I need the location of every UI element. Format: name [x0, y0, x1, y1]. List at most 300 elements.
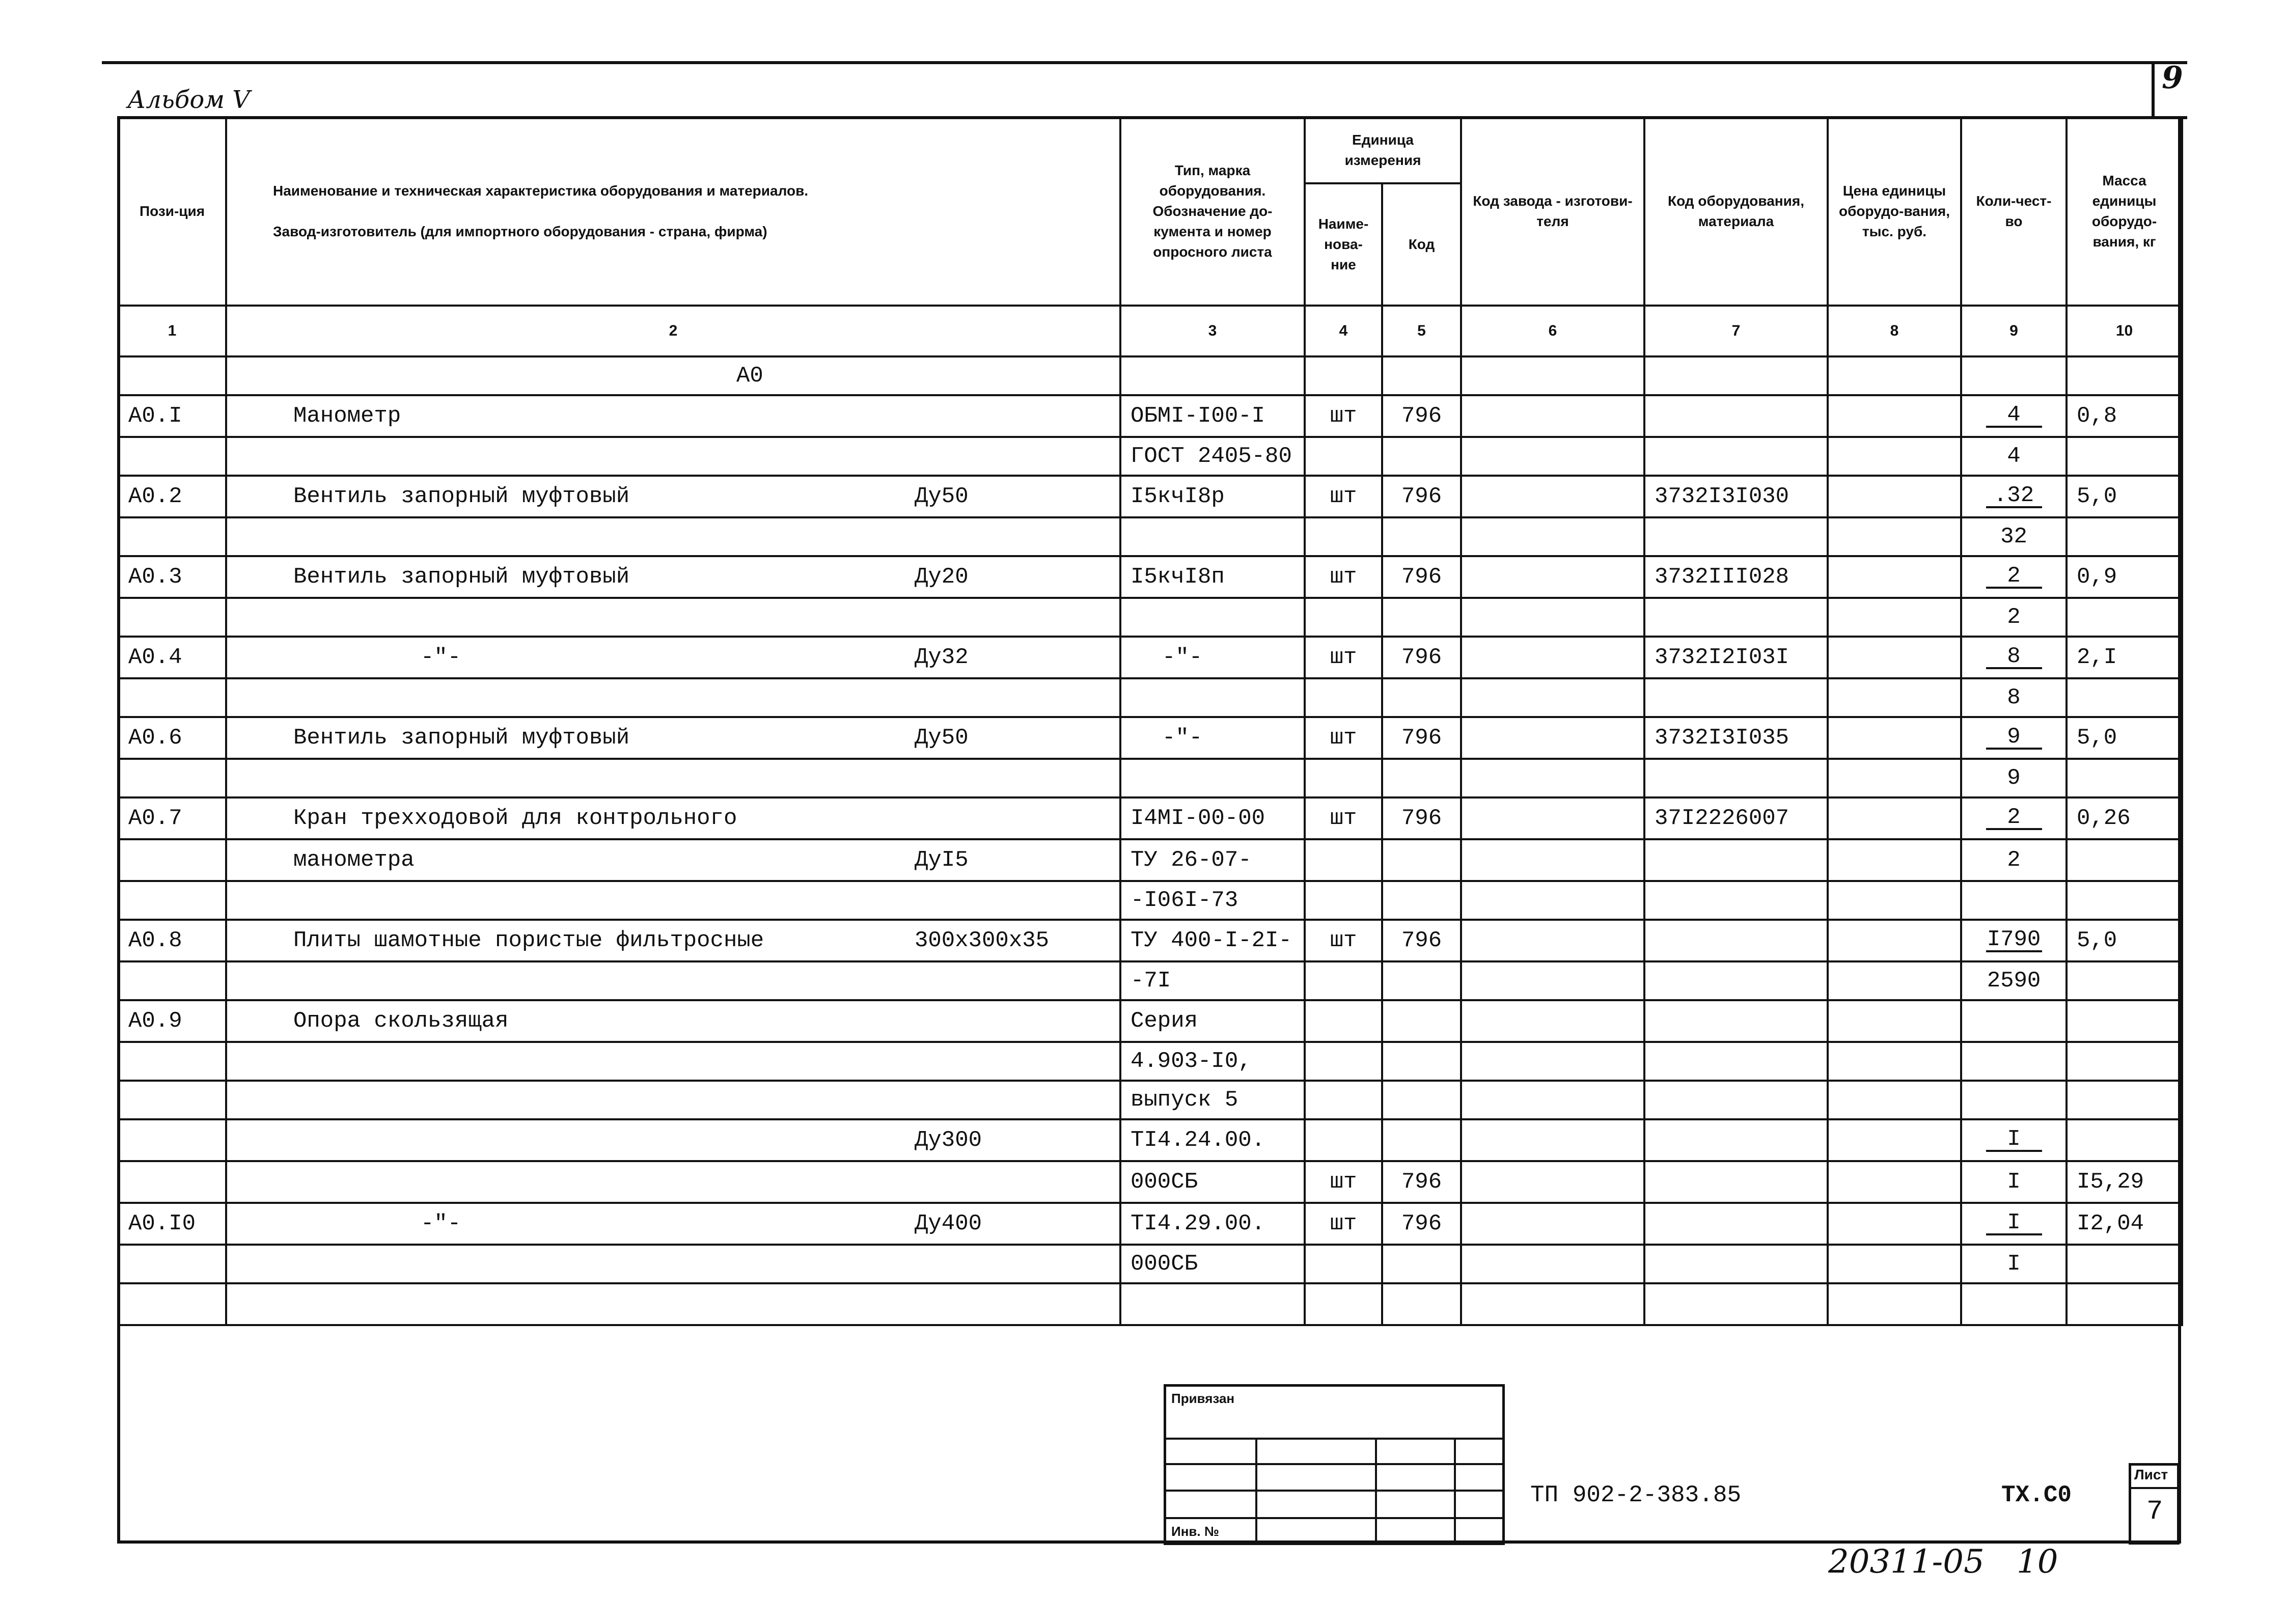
cell-type: 000СБ — [1120, 1161, 1305, 1203]
inventory-number: 20311-05 — [1828, 1543, 1985, 1581]
cell-quantity — [1961, 920, 2067, 961]
cell-equipment-code — [1644, 1000, 1828, 1042]
cell-name — [226, 598, 1120, 637]
column-number: 2 — [226, 306, 1120, 356]
cell-name — [226, 395, 1120, 437]
quantity-total: I — [2007, 1169, 2021, 1195]
cell-position — [118, 1119, 226, 1161]
cell-quantity — [1961, 1203, 2067, 1245]
cell-factory-code — [1461, 961, 1644, 1000]
cell-name — [226, 1203, 1120, 1245]
cell-price — [1828, 1042, 1961, 1081]
cell-type: ТI4.29.00. — [1120, 1203, 1305, 1245]
cell-type: -"- — [1120, 637, 1305, 678]
cell-equipment-code — [1644, 1081, 1828, 1119]
cell-type: ГОСТ 2405-80 — [1120, 437, 1305, 476]
item-name: Вентиль запорный муфтовый — [293, 725, 630, 751]
quantity-value: 2 — [1986, 807, 2042, 830]
cell-unit-name — [1305, 678, 1382, 717]
quantity-value: 8 — [1986, 646, 2042, 669]
cell-price — [1828, 1203, 1961, 1245]
cell-mass — [2067, 437, 2182, 476]
item-spec — [915, 403, 1119, 429]
cell-unit-name — [1305, 437, 1382, 476]
cell-name — [226, 1283, 1120, 1325]
cell-name — [226, 1042, 1120, 1081]
cell-name — [226, 637, 1120, 678]
cell-mass — [2067, 678, 2182, 717]
cell-quantity — [1961, 881, 2067, 920]
cell-price — [1828, 1283, 1961, 1325]
column-number: 9 — [1961, 306, 2067, 356]
table-row — [118, 1042, 2182, 1081]
column-number: 10 — [2067, 306, 2182, 356]
cell-unit-name — [1305, 517, 1382, 556]
cell-equipment-code — [1644, 1161, 1828, 1203]
quantity-value: .32 — [1986, 485, 2042, 508]
cell-factory-code — [1461, 717, 1644, 759]
cell-factory-code — [1461, 678, 1644, 717]
cell-equipment-code: 3732I3I030 — [1644, 476, 1828, 517]
cell-mass — [2067, 1042, 2182, 1081]
cell-mass — [2067, 598, 2182, 637]
cell-mass: I5,29 — [2067, 1161, 2182, 1203]
cell-equipment-code — [1644, 1119, 1828, 1161]
cell-factory-code — [1461, 556, 1644, 598]
cell-unit-code: 796 — [1382, 717, 1461, 759]
cell-mass — [2067, 961, 2182, 1000]
cell-factory-code — [1461, 437, 1644, 476]
cell-factory-code — [1461, 1000, 1644, 1042]
cell-factory-code — [1461, 920, 1644, 961]
item-name: Кран трехходовой для контрольного — [293, 806, 737, 831]
cell-type: -I06I-73 — [1120, 881, 1305, 920]
cell-position: А0.7 — [118, 797, 226, 839]
table-row — [118, 839, 2182, 881]
cell-unit-name — [1305, 759, 1382, 797]
column-number: 6 — [1461, 306, 1644, 356]
document-code: ТХ.С0 — [2001, 1482, 2072, 1508]
inventory-page: 10 — [2017, 1543, 2058, 1581]
cell-unit-name: шт — [1305, 637, 1382, 678]
cell-mass — [2067, 1081, 2182, 1119]
cell-factory-code — [1461, 1245, 1644, 1283]
cell-quantity — [1961, 1283, 2067, 1325]
cell-quantity — [1961, 1042, 2067, 1081]
cell-factory-code — [1461, 598, 1644, 637]
cell-mass: 2,I — [2067, 637, 2182, 678]
cell-unit-code — [1382, 678, 1461, 717]
quantity-value: I790 — [1986, 929, 2042, 952]
cell-position — [118, 759, 226, 797]
specification-table — [117, 116, 2183, 1326]
cell-type: 4.903-I0, — [1120, 1042, 1305, 1081]
item-spec: Ду400 — [915, 1211, 982, 1236]
cell-equipment-code — [1644, 1042, 1828, 1081]
cell-name — [226, 1000, 1120, 1042]
cell-position — [118, 437, 226, 476]
cell-equipment-code — [1644, 920, 1828, 961]
cell-mass — [2067, 1245, 2182, 1283]
cell-mass: I2,04 — [2067, 1203, 2182, 1245]
item-name: Плиты шамотные пористые фильтросные — [293, 928, 764, 953]
cell-price — [1828, 517, 1961, 556]
cell-factory-code — [1461, 881, 1644, 920]
cell-price — [1828, 920, 1961, 961]
cell-unit-code: 796 — [1382, 1161, 1461, 1203]
cell-equipment-code — [1644, 881, 1828, 920]
album-label: Альбом V — [127, 86, 250, 114]
cell-price — [1828, 437, 1961, 476]
cell-equipment-code — [1644, 437, 1828, 476]
cell-name — [226, 797, 1120, 839]
item-name: -"- — [421, 1211, 461, 1236]
table-row — [118, 637, 2182, 678]
cell-quantity — [1961, 1245, 2067, 1283]
cell-position — [118, 839, 226, 881]
column-number-row — [118, 306, 2182, 356]
cell-unit-code — [1382, 1000, 1461, 1042]
document-number: ТП 902-2-383.85 — [1530, 1482, 1742, 1508]
cell-price — [1828, 1081, 1961, 1119]
cell-price — [1828, 961, 1961, 1000]
cell-type: -7I — [1120, 961, 1305, 1000]
cell-equipment-code — [1644, 1283, 1828, 1325]
cell-unit-name: шт — [1305, 556, 1382, 598]
cell-equipment-code — [1644, 678, 1828, 717]
cell-unit-code — [1382, 1119, 1461, 1161]
cell-position — [118, 961, 226, 1000]
item-name: Опора скользящая — [293, 1008, 509, 1034]
cell-quantity — [1961, 437, 2067, 476]
cell-factory-code — [1461, 1081, 1644, 1119]
item-spec: 300х300х35 — [915, 928, 1050, 953]
cell-mass: 5,0 — [2067, 476, 2182, 517]
item-spec — [915, 1008, 1119, 1034]
cell-name — [226, 1245, 1120, 1283]
cell-quantity — [1961, 961, 2067, 1000]
cell-type — [1120, 759, 1305, 797]
cell-quantity — [1961, 839, 2067, 881]
table-row — [118, 1245, 2182, 1283]
cell-type — [1120, 598, 1305, 637]
cell-unit-name — [1305, 1042, 1382, 1081]
item-spec: ДуI5 — [915, 847, 969, 873]
cell-price — [1828, 881, 1961, 920]
cell-quantity — [1961, 759, 2067, 797]
stamp-inventory-label: Инв. № — [1171, 1524, 1219, 1539]
cell-unit-code: 796 — [1382, 556, 1461, 598]
sheet-number: 7 — [2146, 1496, 2163, 1527]
header-type: Тип, марка оборудования. Обозначение до-кумента и номер опросного листа — [1120, 117, 1305, 306]
cell-position: А0.2 — [118, 476, 226, 517]
cell-equipment-code: 3732I3I035 — [1644, 717, 1828, 759]
cell-factory-code — [1461, 1203, 1644, 1245]
cell-type: ОБМI-I00-I — [1120, 395, 1305, 437]
cell-position — [118, 1042, 226, 1081]
cell-quantity — [1961, 1081, 2067, 1119]
cell-quantity — [1961, 797, 2067, 839]
table-row — [118, 961, 2182, 1000]
cell-equipment-code — [1644, 517, 1828, 556]
cell-quantity — [1961, 476, 2067, 517]
item-name: Вентиль запорный муфтовый — [293, 564, 630, 590]
quantity-total: 2 — [2007, 847, 2021, 873]
cell-type: выпуск 5 — [1120, 1081, 1305, 1119]
cell-factory-code — [1461, 1119, 1644, 1161]
table-row — [118, 797, 2182, 839]
table-row — [118, 759, 2182, 797]
item-spec — [915, 806, 1119, 831]
cell-mass — [2067, 759, 2182, 797]
item-spec: Ду50 — [915, 484, 969, 509]
cell-unit-name — [1305, 1283, 1382, 1325]
quantity-value: 9 — [1986, 726, 2042, 750]
stamp-linked-label: Привязан — [1171, 1391, 1235, 1406]
cell-unit-name — [1305, 961, 1382, 1000]
table-row — [118, 717, 2182, 759]
cell-unit-code — [1382, 598, 1461, 637]
cell-unit-name — [1305, 1000, 1382, 1042]
cell-factory-code — [1461, 1042, 1644, 1081]
cell-type: Серия — [1120, 1000, 1305, 1042]
item-name: Манометр — [293, 403, 401, 429]
linking-stamp — [1164, 1384, 1505, 1545]
cell-price — [1828, 1161, 1961, 1203]
cell-name — [226, 1161, 1120, 1203]
cell-factory-code — [1461, 1283, 1644, 1325]
cell-position — [118, 1283, 226, 1325]
cell-quantity — [1961, 598, 2067, 637]
cell-quantity — [1961, 637, 2067, 678]
cell-quantity — [1961, 1161, 2067, 1203]
cell-unit-name — [1305, 1245, 1382, 1283]
cell-unit-code — [1382, 437, 1461, 476]
sheet-box — [2129, 1463, 2180, 1545]
cell-equipment-code — [1644, 839, 1828, 881]
header-unit-code: Код — [1382, 183, 1461, 306]
table-row — [118, 920, 2182, 961]
cell-factory-code — [1461, 395, 1644, 437]
cell-name — [226, 437, 1120, 476]
cell-name — [226, 961, 1120, 1000]
cell-unit-name: шт — [1305, 476, 1382, 517]
cell-factory-code — [1461, 637, 1644, 678]
cell-unit-name: шт — [1305, 717, 1382, 759]
cell-equipment-code — [1644, 1203, 1828, 1245]
cell-unit-code: 796 — [1382, 1203, 1461, 1245]
column-number: 3 — [1120, 306, 1305, 356]
cell-unit-code: 796 — [1382, 637, 1461, 678]
cell-unit-code — [1382, 759, 1461, 797]
corner-mark: 9 — [2162, 60, 2183, 96]
cell-mass — [2067, 1119, 2182, 1161]
quantity-value: 2 — [1986, 565, 2042, 589]
cell-factory-code — [1461, 517, 1644, 556]
cell-equipment-code — [1644, 395, 1828, 437]
cell-name — [226, 476, 1120, 517]
cell-equipment-code: 3732III028 — [1644, 556, 1828, 598]
cell-position: А0.4 — [118, 637, 226, 678]
cell-price — [1828, 556, 1961, 598]
cell-unit-code — [1382, 1283, 1461, 1325]
cell-equipment-code — [1644, 961, 1828, 1000]
cell-unit-code — [1382, 1245, 1461, 1283]
cell-unit-name: шт — [1305, 797, 1382, 839]
header-unit-name: Наиме-нова-ние — [1305, 183, 1382, 306]
item-spec: Ду50 — [915, 725, 969, 751]
table-row — [118, 395, 2182, 437]
cell-equipment-code: 37I2226007 — [1644, 797, 1828, 839]
cell-position — [118, 678, 226, 717]
item-name: манометра — [293, 847, 415, 873]
cell-mass: 0,26 — [2067, 797, 2182, 839]
header-price: Цена единицы оборудо-вания, тыс. руб. — [1828, 117, 1961, 306]
cell-unit-code: 796 — [1382, 395, 1461, 437]
cell-name — [226, 881, 1120, 920]
table-row — [118, 1119, 2182, 1161]
cell-mass: 5,0 — [2067, 920, 2182, 961]
cell-unit-name — [1305, 598, 1382, 637]
cell-name — [226, 556, 1120, 598]
cell-price — [1828, 476, 1961, 517]
cell-name — [226, 920, 1120, 961]
cell-type — [1120, 1283, 1305, 1325]
cell-unit-code: 796 — [1382, 476, 1461, 517]
quantity-value: I — [1986, 1212, 2042, 1235]
cell-position — [118, 881, 226, 920]
header-name-line1: Наименование и техническая характеристика оборудования и материалов. — [273, 183, 809, 199]
table-row — [118, 1081, 2182, 1119]
header-mass: Масса единицы оборудо-вания, кг — [2067, 117, 2182, 306]
header-unit-group: Единица измерения — [1305, 117, 1461, 183]
item-spec: Ду20 — [915, 564, 969, 590]
header-position: Пози-ция — [118, 117, 226, 306]
header-equipment-code: Код оборудования, материала — [1644, 117, 1828, 306]
cell-mass: 0,8 — [2067, 395, 2182, 437]
cell-price — [1828, 717, 1961, 759]
cell-mass — [2067, 839, 2182, 881]
cell-mass: 5,0 — [2067, 717, 2182, 759]
cell-equipment-code — [1644, 759, 1828, 797]
cell-unit-code — [1382, 881, 1461, 920]
quantity-total: 4 — [2007, 444, 2021, 469]
cell-type: ТУ 26-07- — [1120, 839, 1305, 881]
cell-mass — [2067, 881, 2182, 920]
item-name: Вентиль запорный муфтовый — [293, 484, 630, 509]
table-row — [118, 678, 2182, 717]
cell-price — [1828, 839, 1961, 881]
cell-unit-name: шт — [1305, 920, 1382, 961]
header-name — [226, 117, 1120, 306]
cell-name — [226, 1081, 1120, 1119]
cell-type: I4МI-00-00 — [1120, 797, 1305, 839]
cell-factory-code — [1461, 1161, 1644, 1203]
cell-factory-code — [1461, 759, 1644, 797]
cell-unit-name — [1305, 1081, 1382, 1119]
cell-price — [1828, 1000, 1961, 1042]
cell-position — [118, 1161, 226, 1203]
column-number: 4 — [1305, 306, 1382, 356]
table-row — [118, 1161, 2182, 1203]
cell-equipment-code — [1644, 598, 1828, 637]
cell-name — [226, 839, 1120, 881]
item-name: -"- — [421, 645, 461, 670]
cell-unit-name — [1305, 1119, 1382, 1161]
table-row — [118, 598, 2182, 637]
cell-price — [1828, 1119, 1961, 1161]
cell-position: А0.8 — [118, 920, 226, 961]
cell-price — [1828, 395, 1961, 437]
cell-name — [226, 678, 1120, 717]
cell-type — [1120, 678, 1305, 717]
cell-quantity — [1961, 678, 2067, 717]
header-factory-code: Код завода - изготови-теля — [1461, 117, 1644, 306]
cell-unit-code — [1382, 961, 1461, 1000]
item-spec: Ду32 — [915, 645, 969, 670]
cell-unit-code — [1382, 1081, 1461, 1119]
cell-type — [1120, 517, 1305, 556]
cell-price — [1828, 797, 1961, 839]
table-row — [118, 881, 2182, 920]
corner-tick — [2152, 61, 2155, 117]
cell-name — [226, 717, 1120, 759]
quantity-total: 2590 — [1987, 968, 2041, 994]
column-number: 7 — [1644, 306, 1828, 356]
table-row — [118, 1000, 2182, 1042]
cell-equipment-code: 3732I2I03I — [1644, 637, 1828, 678]
cell-factory-code — [1461, 476, 1644, 517]
quantity-value: I — [1986, 1128, 2042, 1152]
sheet-label: Лист — [2134, 1467, 2168, 1482]
section-row — [118, 356, 2182, 395]
quantity-total: 9 — [2007, 765, 2021, 791]
cell-unit-code: 796 — [1382, 797, 1461, 839]
cell-unit-name — [1305, 881, 1382, 920]
cell-type: 000СБ — [1120, 1245, 1305, 1283]
cell-unit-name — [1305, 839, 1382, 881]
cell-name — [226, 517, 1120, 556]
quantity-total: 32 — [2000, 524, 2027, 549]
section-title: А0 — [226, 356, 1120, 395]
cell-name — [226, 1119, 1120, 1161]
table-row — [118, 556, 2182, 598]
cell-unit-name: шт — [1305, 1203, 1382, 1245]
table-row — [118, 437, 2182, 476]
header-name-line2: Завод-изготовитель (для импортного оборудования - страна, фирма) — [273, 224, 767, 239]
table-row — [118, 476, 2182, 517]
column-number: 8 — [1828, 306, 1961, 356]
cell-position: А0.6 — [118, 717, 226, 759]
cell-quantity — [1961, 1119, 2067, 1161]
cell-position: А0.I — [118, 395, 226, 437]
top-border-line — [102, 61, 2187, 64]
cell-position: А0.I0 — [118, 1203, 226, 1245]
table-row — [118, 517, 2182, 556]
cell-price — [1828, 1245, 1961, 1283]
cell-position — [118, 1081, 226, 1119]
cell-unit-name: шт — [1305, 1161, 1382, 1203]
cell-mass — [2067, 517, 2182, 556]
cell-price — [1828, 637, 1961, 678]
cell-position — [118, 517, 226, 556]
cell-price — [1828, 598, 1961, 637]
column-number: 1 — [118, 306, 226, 356]
cell-unit-code — [1382, 1042, 1461, 1081]
cell-unit-code — [1382, 517, 1461, 556]
quantity-total: 2 — [2007, 604, 2021, 630]
cell-type: I5кчI8п — [1120, 556, 1305, 598]
